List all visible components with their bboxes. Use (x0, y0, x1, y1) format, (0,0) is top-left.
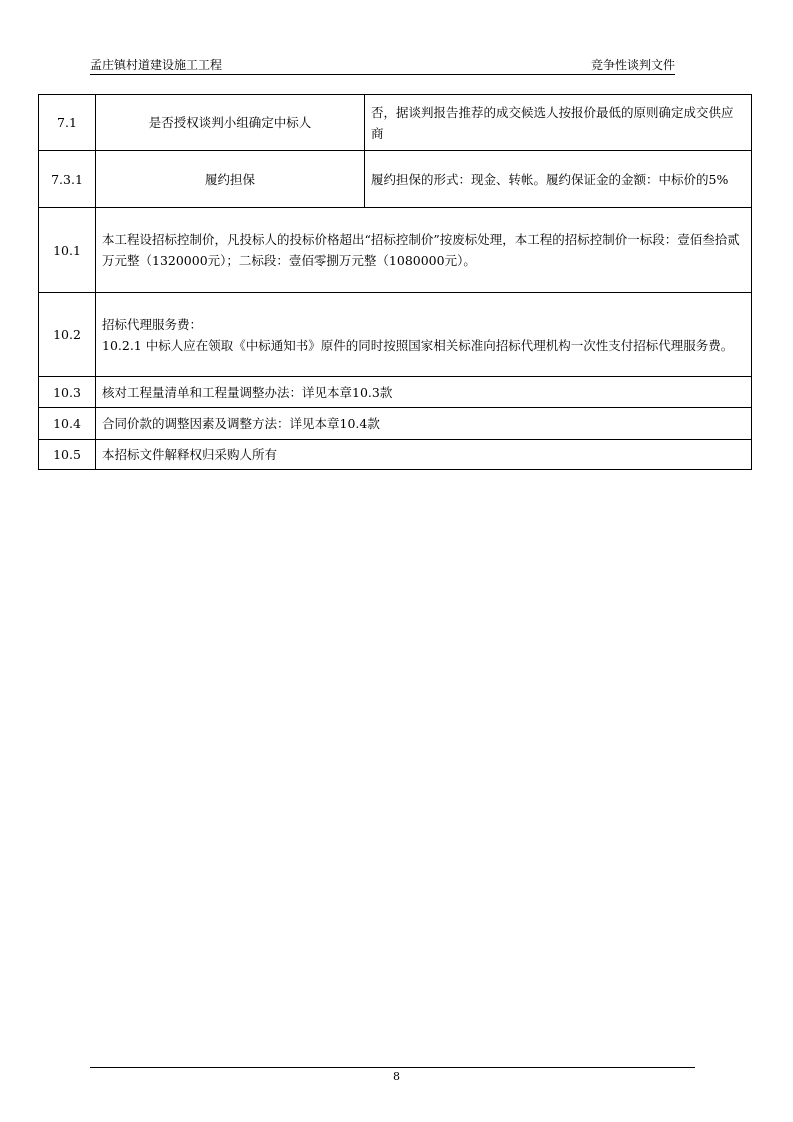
header-project-title: 孟庄镇村道建设施工工程 (90, 58, 223, 72)
clause-number: 10.5 (39, 440, 96, 470)
table-row (39, 377, 752, 408)
clause-content: 履约担保的形式：现金、转帐。履约保证金的金额：中标价的5% (365, 151, 752, 208)
clause-number: 10.4 (39, 408, 96, 440)
page-header (90, 56, 675, 75)
clause-content: 本招标文件解释权归采购人所有 (96, 440, 752, 470)
clause-item: 是否授权谈判小组确定中标人 (96, 95, 365, 151)
table-row (39, 293, 752, 377)
clause-content: 否，据谈判报告推荐的成交候选人按报价最低的原则确定成交供应商 (365, 95, 752, 151)
clause-content: 核对工程量清单和工程量调整办法：详见本章10.3款 (96, 377, 752, 408)
header-document-type: 竞争性谈判文件 (590, 58, 675, 72)
page-number: 8 (393, 1070, 400, 1083)
clause-content: 10.2.1 中标人应在领取《中标通知书》原件的同时按照国家相关标准向招标代理机构一次性支付招标代理服务费。 (102, 337, 734, 353)
table-row (39, 151, 752, 208)
clause-content: 本工程设招标控制价，凡投标人的投标价格超出“招标控制价”按废标处理，本工程的招标控制价一标段：壹佰叁拾贰万元整（1320000元）；二标段：壹佰零捌万元整（1080000元）。 (96, 208, 752, 293)
table-row (39, 440, 752, 470)
clause-item: 履约担保 (96, 151, 365, 208)
clause-content: 合同价款的调整因素及调整方法：详见本章10.4款 (96, 408, 752, 440)
footer-divider (90, 1067, 695, 1068)
table-row (39, 95, 752, 151)
clause-content-block (96, 293, 752, 377)
table-row (39, 208, 752, 293)
clause-content-title: 招标代理服务费： (102, 316, 203, 332)
clause-number: 10.2 (39, 293, 96, 377)
clause-number: 7.3.1 (39, 151, 96, 208)
clause-number: 10.1 (39, 208, 96, 293)
clause-number: 10.3 (39, 377, 96, 408)
terms-table (38, 94, 752, 470)
table-row (39, 408, 752, 440)
clause-number: 7.1 (39, 95, 96, 151)
